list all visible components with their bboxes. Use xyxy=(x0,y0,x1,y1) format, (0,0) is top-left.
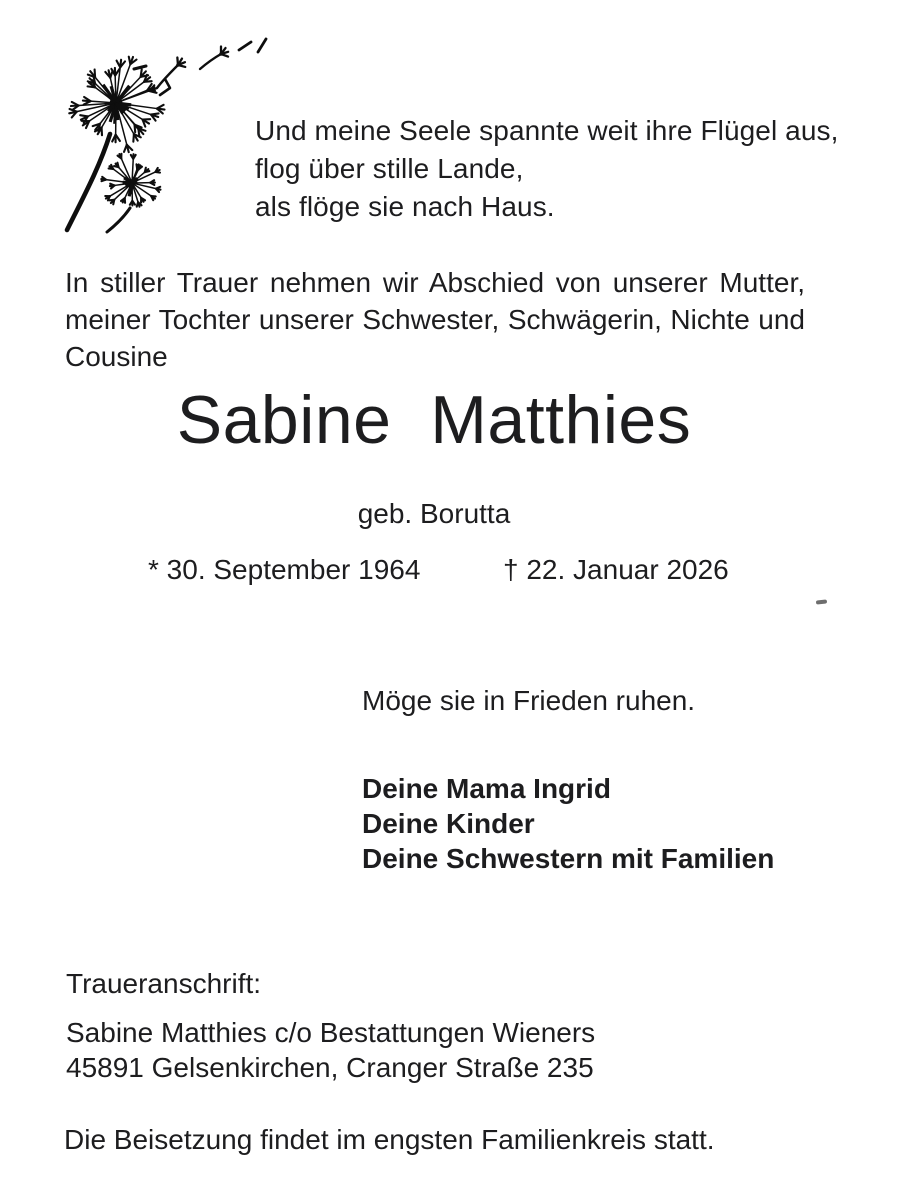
address-block xyxy=(66,1015,595,1085)
intro-line: Cousine xyxy=(65,341,168,372)
death-date: † 22. Januar 2026 xyxy=(503,554,729,585)
poem-line: flog über stille Lande, xyxy=(255,153,524,184)
mourners-list xyxy=(362,771,774,876)
poem-line: Und meine Seele spannte weit ihre Flügel aus, xyxy=(255,115,839,146)
mourner-line: Deine Kinder xyxy=(362,808,535,839)
condolence-line: Möge sie in Frieden ruhen. xyxy=(362,685,696,716)
mourner-line: Deine Mama Ingrid xyxy=(362,773,611,804)
intro-line: meiner Tochter unserer Schwester, Schwägerin, Nichte und xyxy=(65,304,805,335)
life-dates xyxy=(0,553,898,587)
funeral-notice: Die Beisetzung findet im engsten Familienkreis statt. xyxy=(64,1124,715,1155)
intro-paragraph xyxy=(65,264,805,375)
intro-line: In stiller Trauer nehmen wir Abschied von unserer Mutter, xyxy=(65,267,805,298)
address-line: Sabine Matthies c/o Bestattungen Wieners xyxy=(66,1017,596,1048)
dandelion-illustration xyxy=(50,26,272,240)
poem xyxy=(255,112,839,226)
scan-artifact xyxy=(816,599,827,604)
birth-date: * 30. September 1964 xyxy=(148,554,421,585)
maiden-name: geb. Borutta xyxy=(357,498,511,529)
address-line: 45891 Gelsenkirchen, Cranger Straße 235 xyxy=(66,1052,594,1083)
address-heading: Traueranschrift: xyxy=(66,968,262,999)
poem-line: als flöge sie nach Haus. xyxy=(255,191,555,222)
deceased-name: Sabine Matthies xyxy=(176,382,692,458)
mourner-line: Deine Schwestern mit Familien xyxy=(362,843,775,874)
